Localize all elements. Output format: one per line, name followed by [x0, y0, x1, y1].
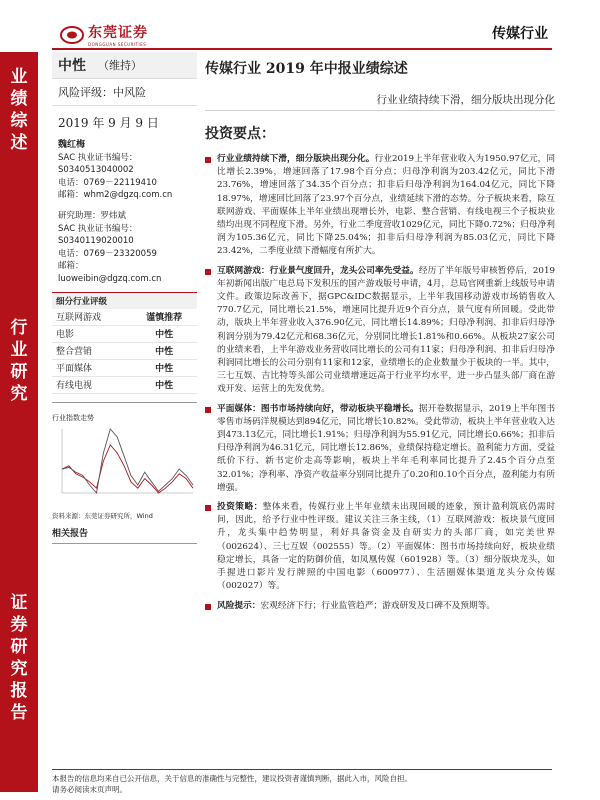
chart-source: 资料来源：东莞证券研究所，Wind	[52, 511, 153, 520]
header-divider	[52, 48, 552, 50]
industry-label: 传媒行业	[492, 26, 548, 42]
key-points-title: 投资要点：	[205, 126, 275, 142]
logo-cn-text: 东莞证券	[88, 25, 148, 41]
analyst-info	[52, 139, 197, 286]
industry-rating: 中性	[58, 58, 86, 74]
related-reports: 相关报告	[52, 526, 197, 544]
key-point-text	[217, 265, 555, 397]
sub-rating-row	[52, 309, 197, 326]
sub-industry-name: 整合营销	[52, 342, 131, 359]
bullet-square-icon	[205, 269, 211, 275]
report-date: 2019 年 9 月 9 日	[58, 116, 159, 130]
chart-title: 行业指数走势	[52, 413, 94, 422]
sub-rating-table	[52, 309, 197, 394]
key-points-list	[205, 153, 555, 613]
disclaimer: 本报告的信息均来自已公开信息，关于信息的准确性与完整性，建议投资者谨慎判断，据此入市，风险自担。	[52, 774, 412, 783]
key-point-body: 整体来看，传媒行业上半年业绩未出现回暖的迹象，预计盈利筑底仍需时间，因此，给予行业中性评级。建议关注三条主线，（1）互联网游戏：板块景气度回升，龙头集中趋势明显，利好具备资金及自研实力的头部厂商，如完美世界（002624）、三七互娱（002555）等。（2）平面媒体：图书市场持续向好，板块业绩稳定增长，具备一定的防御价值，如凤凰传媒（601928）等。（3）细分版块龙头，如手握进口影片发行牌照的中国电影（600977）、生活圈媒体渠道龙头分众传媒（002027）等。	[217, 502, 556, 592]
sub-industry-rating: 谨慎推荐	[131, 309, 197, 326]
key-point-item	[205, 600, 555, 613]
chart-series-line-1	[62, 445, 193, 493]
sub-rating-row	[52, 359, 197, 376]
key-point-heading: 平面媒体：图书市场持续向好，带动板块平稳增长。	[217, 403, 419, 414]
sub-industry-name: 平面媒体	[52, 359, 131, 376]
report-subtitle: 行业业绩持续下滑，细分版块出现分化	[205, 92, 555, 111]
key-point-body: 经历了半年版号审核暂停后，2019年初新闻出版广电总局下发积压的国产游戏版号申请，4月，总局官网重新上线版号申请文件。政策边际改善下，据GPC&IDC数据显示，上半年我国移动游戏市场销售收入770.7亿元，同比增长21.5%，增速同比提升近9个百分点，景气度有所回暖。受此带动，版块上半年营业收入376.90亿元，同比增长14.89%；归母净利润、扣非后归母净利润分别为79.42亿元和68.36亿元，分别同比增长1.81%和0.66%。从板块27家公司的业绩来看，上半年游戏业务营收同比增长的公司有11家；归母净利润、扣非后归母净利润同比增长的公司分别有11家和12家，业绩增长的企业数量少于板块的一半。其中，三七互娱、吉比特等头部公司业绩增速远高于行业平均水平，进一步凸显头部厂商在游戏开发、运营上的先发优势。	[217, 265, 556, 395]
assistant-name: 研究助理：罗炜斌	[58, 210, 127, 221]
sub-industry-name: 有线电视	[52, 376, 131, 393]
assistant-email[interactable]: luoweibin@dgzq.com.cn	[58, 273, 162, 284]
key-point-item	[205, 403, 555, 495]
key-point-body: 行业2019上半年营业收入为1950.97亿元，同比增长2.39%，增速回落了17.98个百分点；归母净利润为203.42亿元，同比下滑23.76%，增速回落了34.35个百分点；扣非后归母净利润为164.04亿元，同比下降18.97%，增速回比回落了23.97个百分点，业绩延续下滑的态势。分子板块来看，除互联网游戏、平面媒体上半年业绩出现增长外，电影、整合营销、有线电视三个子板块业绩均出现不同程度下滑。另外，行业二季度营收1029亿元，同比下降0.72%；归母净利润为105.36亿元，同比下降25.04%；扣非后归母净利润为85.03亿元，同比下降23.42%，二季度业绩下滑幅度有所扩大。	[217, 154, 556, 257]
key-point-text	[217, 403, 555, 495]
chart-series-line-2	[62, 429, 193, 493]
sub-rating-row	[52, 342, 197, 359]
bullet-square-icon	[205, 407, 211, 413]
assistant-email-label: 邮箱：	[58, 261, 84, 272]
sidebar-label-report: 证 券 研 究 报 告	[10, 593, 28, 723]
key-point-heading: 投资策略：	[217, 502, 263, 513]
analyst-sac: S0340513040002	[58, 165, 134, 176]
key-point-text	[217, 153, 555, 259]
sub-industry-rating: 中性	[131, 325, 197, 342]
page-footer	[52, 769, 552, 795]
logo-icon	[60, 25, 84, 45]
rating-row	[52, 52, 197, 79]
assistant-sac: S0340119020010	[58, 236, 134, 247]
report-title: 传媒行业 2019 年中报业绩综述	[205, 61, 408, 77]
assistant-sac-label: SAC 执业证书编号：	[58, 223, 138, 234]
sub-industry-rating: 中性	[131, 342, 197, 359]
key-point-heading: 风险提示：	[217, 600, 261, 611]
logo-en-text: DONGGUAN SECURITIES	[88, 42, 147, 47]
analyst-email[interactable]: 邮箱：whm2@dgzq.com.cn	[58, 190, 173, 201]
sub-industry-rating: 中性	[131, 359, 197, 376]
key-point-heading: 互联网游戏：行业景气度回升，龙头公司率先受益。	[217, 265, 419, 276]
red-sidebar	[0, 52, 38, 792]
bullet-square-icon	[205, 157, 211, 163]
company-logo	[60, 22, 148, 47]
key-point-item	[205, 153, 555, 259]
index-line-chart	[52, 425, 197, 505]
key-point-heading: 行业业绩持续下滑，细分版块出现分化。	[217, 154, 375, 164]
key-point-item	[205, 265, 555, 397]
bullet-square-icon	[205, 505, 211, 511]
key-point-body: 据开卷数据显示，2019上半年图书零售市场码洋规模达到894亿元，同比增长10.82%。受此带动，板块上半年营业收入达到473.13亿元，同比增长1.91%；归母净利润为55.91亿元，同比增长0.66%；扣非后归母净利润为46.31亿元，同比增长12.86%，业绩保持稳定增长。盈利能力方面，受益纸价下行、新书定价走高等影响，板块上半年毛利率同比提升了2.45个百分点至32.01%；净利率、净资产收益率分别同比提升了0.20和0.10个百分点，盈利能力有所增强。	[217, 403, 556, 493]
footer-note: 请务必阅读末页声明。	[52, 785, 127, 794]
key-point-text	[217, 501, 555, 593]
left-column	[52, 52, 197, 544]
analyst-name: 魏红梅	[58, 140, 86, 150]
bullet-square-icon	[205, 604, 211, 610]
sub-industry-name: 互联网游戏	[52, 309, 131, 326]
risk-rating: 风险评级：中风险	[52, 79, 197, 106]
sidebar-label-industry: 行 业 研 究	[10, 318, 28, 404]
key-point-text	[217, 600, 555, 613]
main-column	[205, 52, 555, 619]
sub-industry-rating: 中性	[131, 376, 197, 393]
sub-industry-name: 电影	[52, 325, 131, 342]
sub-rating-row	[52, 376, 197, 393]
key-point-body: 宏观经济下行；行业监管趋严；游戏研发及口碑不及预期等。	[260, 600, 495, 611]
sub-rating-row	[52, 325, 197, 342]
sidebar-label-summary: 业 绩 综 述	[10, 67, 28, 153]
analyst-phone: 电话：0769－22119410	[58, 177, 157, 188]
assistant-phone: 电话：0769－23320059	[58, 248, 157, 259]
key-point-item	[205, 501, 555, 593]
page-header	[0, 0, 600, 56]
sub-rating-title: 细分行业评级	[52, 292, 197, 309]
rating-note: （维持）	[98, 59, 142, 72]
analyst-sac-label: SAC 执业证书编号：	[58, 152, 138, 163]
index-chart	[52, 402, 197, 520]
